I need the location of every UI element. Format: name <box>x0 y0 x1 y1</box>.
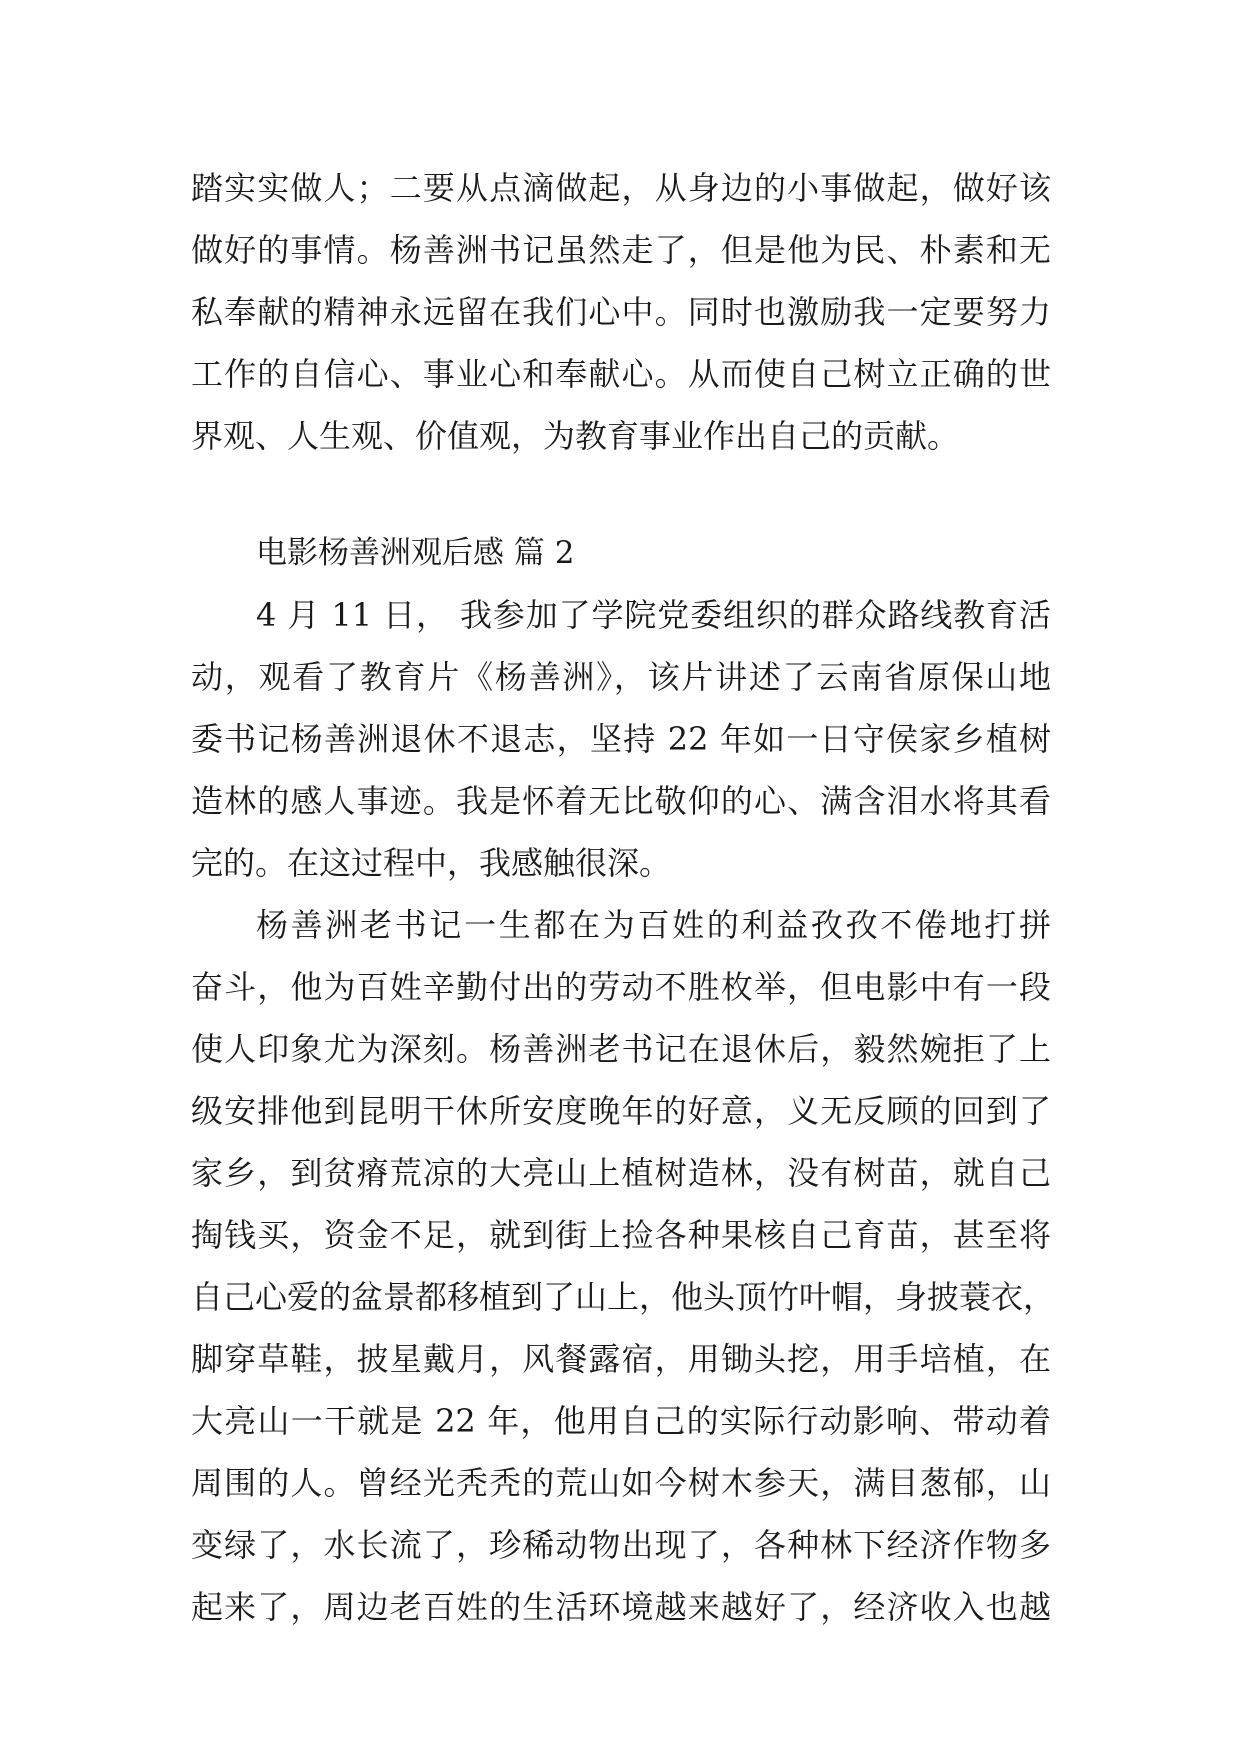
text-line: 界观、人生观、价值观，为教育事业作出自己的贡献。 <box>191 417 960 455</box>
text-line: 工作的自信心、事业心和奉献心。从而使自己树立正确的世 <box>191 355 1051 393</box>
text-line: 动，观看了教育片《杨善洲》，该片讲述了云南省原保山地 <box>191 658 1051 696</box>
text-line: 4 月 11 日， 我参加了学院党委组织的群众路线教育活 <box>256 596 1051 634</box>
text-line: 家乡，到贫瘠荒凉的大亮山上植树造林，没有树苗，就自己 <box>191 1154 1051 1192</box>
text-line: 踏实实做人；二要从点滴做起，从身边的小事做起，做好该 <box>191 169 1051 207</box>
text-line: 杨善洲老书记一生都在为百姓的利益孜孜不倦地打拼 <box>256 906 1051 944</box>
text-line: 做好的事情。杨善洲书记虽然走了，但是他为民、朴素和无 <box>191 231 1051 269</box>
text-line: 自己心爱的盆景都移植到了山上，他头顶竹叶帽，身披蓑衣， <box>191 1278 1056 1316</box>
text-line: 级安排他到昆明干休所安度晚年的好意，义无反顾的回到了 <box>191 1092 1051 1130</box>
text-line: 造林的感人事迹。我是怀着无比敬仰的心、满含泪水将其看 <box>191 782 1051 820</box>
text-line: 私奉献的精神永远留在我们心中。同时也激励我一定要努力 <box>191 293 1051 331</box>
text-line: 起来了，周边老百姓的生活环境越来越好了，经济收入也越 <box>191 1588 1051 1626</box>
text-line: 周围的人。曾经光秃秃的荒山如今树木参天，满目葱郁，山 <box>191 1464 1051 1502</box>
text-line: 使人印象尤为深刻。杨善洲老书记在退休后，毅然婉拒了上 <box>191 1030 1051 1068</box>
text-line: 委书记杨善洲退休不退志，坚持 22 年如一日守侯家乡植树 <box>191 720 1051 758</box>
text-line: 完的。在这过程中，我感触很深。 <box>191 844 672 882</box>
text-line: 奋斗，他为百姓辛勤付出的劳动不胜枚举，但电影中有一段 <box>191 968 1051 1006</box>
text-line: 大亮山一干就是 22 年，他用自己的实际行动影响、带动着 <box>191 1402 1051 1440</box>
section-heading: 电影杨善洲观后感 篇 2 <box>256 535 575 571</box>
text-line: 脚穿草鞋，披星戴月，风餐露宿，用锄头挖，用手培植，在 <box>191 1340 1051 1378</box>
text-line: 掏钱买，资金不足，就到街上捡各种果核自己育苗，甚至将 <box>191 1216 1051 1254</box>
text-line: 变绿了，水长流了，珍稀动物出现了，各种林下经济作物多 <box>191 1526 1051 1564</box>
